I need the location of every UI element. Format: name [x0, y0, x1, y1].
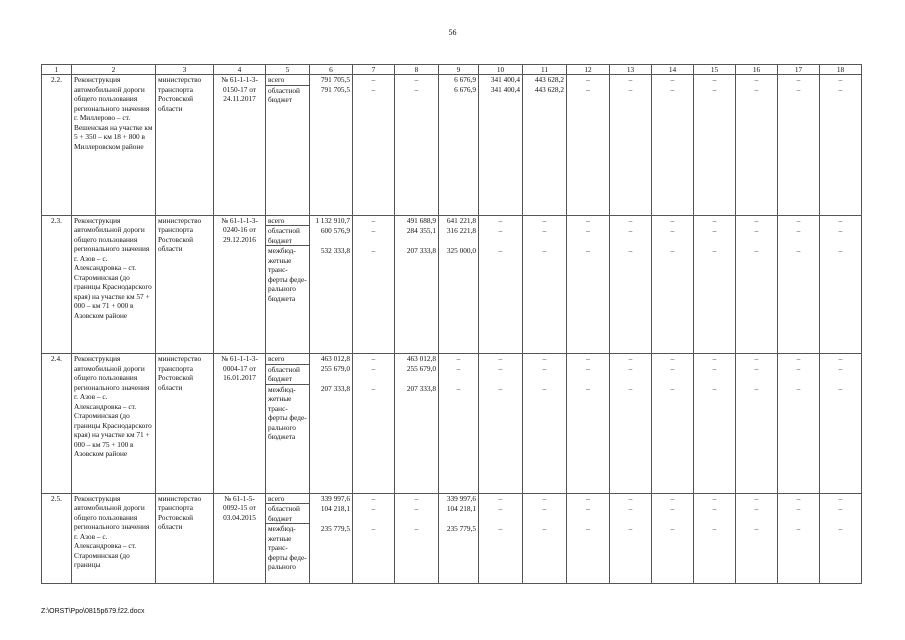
amount-cell: 600 576,9: [310, 226, 353, 246]
amount-cell: –: [567, 524, 610, 584]
amount-cell: –: [610, 246, 652, 354]
amount-cell: –: [652, 524, 694, 584]
amount-cell: –: [820, 246, 862, 354]
expertise-doc: № 61-1-1-3-0004-17 от 16.01.2017: [214, 354, 266, 494]
row-number: 2.3.: [42, 215, 72, 354]
amount-cell: –: [778, 384, 820, 493]
amount-cell: –: [652, 215, 694, 226]
amount-cell: –: [610, 493, 652, 504]
amount-cell: –: [353, 85, 395, 215]
expertise-doc: № 61-1-1-3-0240-16 от 29.12.2016: [214, 215, 266, 354]
amount-cell: –: [567, 384, 610, 493]
amount-cell: –: [610, 215, 652, 226]
amount-cell: –: [439, 364, 479, 384]
amount-cell: –: [353, 364, 395, 384]
amount-cell: –: [395, 504, 439, 524]
row-number: 2.4.: [42, 354, 72, 494]
object-name: Реконструкция автомобильной дороги общего пользования регионального значения г. Азов – с. Александровка – ст. Староминская (до границы Краснодарского края) на участке км 57 + 000 – км 71 + 000 в Азовском районе: [72, 215, 156, 354]
amount-cell: 641 221,8: [439, 215, 479, 226]
amount-cell: –: [610, 75, 652, 86]
amount-cell: –: [778, 246, 820, 354]
column-number: 14: [652, 65, 694, 75]
amount-cell: –: [736, 215, 778, 226]
amount-cell: –: [736, 524, 778, 584]
column-number: 18: [820, 65, 862, 75]
amount-cell: –: [652, 246, 694, 354]
amount-cell: –: [567, 215, 610, 226]
amount-cell: –: [353, 354, 395, 365]
responsible-org: министерство транспорта Ростовской области: [156, 75, 214, 216]
amount-cell: –: [353, 384, 395, 493]
amount-cell: –: [567, 226, 610, 246]
funding-source-label: межбюд-жетные транс-ферты феде-рального бюджета: [266, 246, 310, 354]
amount-cell: –: [736, 226, 778, 246]
amount-cell: –: [820, 215, 862, 226]
amount-cell: –: [694, 354, 736, 365]
responsible-org: министерство транспорта Ростовской области: [156, 493, 214, 584]
amount-cell: –: [523, 215, 567, 226]
amount-cell: 443 628,2: [523, 75, 567, 86]
amount-cell: –: [820, 384, 862, 493]
amount-cell: –: [694, 75, 736, 86]
amount-cell: 316 221,8: [439, 226, 479, 246]
object-name: Реконструкция автомобильной дороги общего пользования регионального значения г. Азов – с. Александровка – ст. Староминская (до границы: [72, 493, 156, 584]
funding-source-label: межбюд-жетные транс-ферты феде-рального бюджета: [266, 384, 310, 493]
amount-cell: –: [778, 85, 820, 215]
funding-source-label: областной бюджет: [266, 226, 310, 246]
footer-file-path: Z:\ORST\Ppo\0815p679.f22.docx: [41, 608, 145, 615]
amount-cell: –: [652, 354, 694, 365]
amount-cell: –: [778, 364, 820, 384]
column-number: 5: [266, 65, 310, 75]
amount-cell: 791 705,5: [310, 85, 353, 215]
amount-cell: –: [353, 226, 395, 246]
column-number: 4: [214, 65, 266, 75]
amount-cell: –: [736, 493, 778, 504]
amount-cell: –: [736, 354, 778, 365]
responsible-org: министерство транспорта Ростовской области: [156, 215, 214, 354]
amount-cell: –: [610, 354, 652, 365]
amount-cell: –: [567, 504, 610, 524]
amount-cell: 255 679,0: [395, 364, 439, 384]
amount-cell: –: [652, 75, 694, 86]
amount-cell: –: [736, 384, 778, 493]
amount-cell: 207 333,8: [395, 246, 439, 354]
amount-cell: –: [610, 85, 652, 215]
column-number: 16: [736, 65, 778, 75]
amount-cell: –: [610, 384, 652, 493]
amount-cell: –: [694, 85, 736, 215]
amount-cell: –: [820, 85, 862, 215]
amount-cell: –: [479, 246, 523, 354]
amount-cell: –: [694, 226, 736, 246]
object-name: Реконструкция автомобильной дороги общего пользования регионального значения г. Азов – с. Александровка – ст. Староминская (до границы Краснодарского края) на участке км 71 + 000 – км 75 + 100 в Азовском районе: [72, 354, 156, 494]
amount-cell: –: [610, 504, 652, 524]
amount-cell: –: [736, 504, 778, 524]
column-number: 7: [353, 65, 395, 75]
amount-cell: –: [778, 215, 820, 226]
amount-cell: 325 000,0: [439, 246, 479, 354]
row-number: 2.2.: [42, 75, 72, 216]
column-number: 10: [479, 65, 523, 75]
column-number: 2: [72, 65, 156, 75]
amount-cell: 339 997,6: [439, 493, 479, 504]
expertise-doc: № 61-1-1-3-0150-17 от 24.11.2017: [214, 75, 266, 216]
amount-cell: –: [820, 504, 862, 524]
amount-cell: –: [353, 246, 395, 354]
amount-cell: –: [778, 504, 820, 524]
amount-cell: –: [523, 524, 567, 584]
column-number: 3: [156, 65, 214, 75]
column-number: 15: [694, 65, 736, 75]
amount-cell: –: [567, 493, 610, 504]
funding-source-label: областной бюджет: [266, 364, 310, 384]
amount-cell: –: [820, 354, 862, 365]
amount-cell: 491 688,9: [395, 215, 439, 226]
amount-cell: 104 218,1: [310, 504, 353, 524]
amount-cell: –: [439, 384, 479, 493]
table-row: [42, 354, 862, 365]
amount-cell: –: [820, 75, 862, 86]
amount-cell: 463 012,8: [395, 354, 439, 365]
column-number: 8: [395, 65, 439, 75]
amount-cell: –: [523, 493, 567, 504]
amount-cell: 443 628,2: [523, 85, 567, 215]
column-number: 17: [778, 65, 820, 75]
column-number: 12: [567, 65, 610, 75]
amount-cell: –: [820, 524, 862, 584]
column-number: 13: [610, 65, 652, 75]
amount-cell: –: [820, 364, 862, 384]
funding-source-label: всего: [266, 354, 310, 365]
amount-cell: –: [479, 524, 523, 584]
amount-cell: –: [736, 85, 778, 215]
amount-cell: –: [479, 384, 523, 493]
amount-cell: 235 779,5: [439, 524, 479, 584]
amount-cell: –: [820, 226, 862, 246]
amount-cell: –: [610, 364, 652, 384]
expertise-doc: № 61-1-5-0092-15 от 03.04.2015: [214, 493, 266, 584]
amount-cell: 207 333,8: [395, 384, 439, 493]
amount-cell: 532 333,8: [310, 246, 353, 354]
amount-cell: –: [694, 384, 736, 493]
amount-cell: –: [567, 364, 610, 384]
amount-cell: 463 012,8: [310, 354, 353, 365]
amount-cell: –: [523, 364, 567, 384]
amount-cell: –: [523, 226, 567, 246]
column-number: 11: [523, 65, 567, 75]
amount-cell: –: [479, 215, 523, 226]
amount-cell: 255 679,0: [310, 364, 353, 384]
amount-cell: 341 400,4: [479, 85, 523, 215]
amount-cell: –: [395, 85, 439, 215]
column-number: 6: [310, 65, 353, 75]
amount-cell: –: [736, 75, 778, 86]
amount-cell: –: [395, 524, 439, 584]
row-number: 2.5.: [42, 493, 72, 584]
amount-cell: 341 400,4: [479, 75, 523, 86]
amount-cell: –: [778, 493, 820, 504]
amount-cell: –: [736, 246, 778, 354]
amount-cell: –: [523, 246, 567, 354]
amount-cell: –: [652, 504, 694, 524]
amount-cell: –: [479, 226, 523, 246]
amount-cell: –: [694, 246, 736, 354]
amount-cell: –: [610, 226, 652, 246]
amount-cell: –: [395, 493, 439, 504]
amount-cell: 791 705,5: [310, 75, 353, 86]
amount-cell: –: [353, 493, 395, 504]
amount-cell: –: [353, 504, 395, 524]
amount-cell: –: [439, 354, 479, 365]
funding-source-label: всего: [266, 215, 310, 226]
funding-source-label: областной бюджет: [266, 504, 310, 524]
amount-cell: –: [694, 493, 736, 504]
amount-cell: –: [652, 226, 694, 246]
amount-cell: –: [694, 524, 736, 584]
amount-cell: 1 132 910,7: [310, 215, 353, 226]
amount-cell: –: [523, 384, 567, 493]
amount-cell: –: [694, 215, 736, 226]
budget-table: [41, 64, 862, 584]
amount-cell: 104 218,1: [439, 504, 479, 524]
amount-cell: –: [353, 524, 395, 584]
amount-cell: 6 676,9: [439, 75, 479, 86]
amount-cell: –: [778, 524, 820, 584]
amount-cell: –: [479, 493, 523, 504]
amount-cell: –: [353, 215, 395, 226]
amount-cell: –: [567, 246, 610, 354]
amount-cell: 207 333,8: [310, 384, 353, 493]
column-number-row: [42, 65, 862, 75]
amount-cell: –: [736, 364, 778, 384]
amount-cell: –: [479, 504, 523, 524]
amount-cell: –: [652, 85, 694, 215]
amount-cell: –: [778, 354, 820, 365]
funding-source-label: областной бюджет: [266, 85, 310, 215]
amount-cell: –: [567, 75, 610, 86]
amount-cell: 235 779,5: [310, 524, 353, 584]
amount-cell: –: [694, 364, 736, 384]
amount-cell: –: [353, 75, 395, 86]
table-row: [42, 215, 862, 226]
amount-cell: –: [610, 524, 652, 584]
amount-cell: 284 355,1: [395, 226, 439, 246]
table-row: [42, 75, 862, 86]
page-number: 56: [448, 28, 457, 37]
amount-cell: –: [820, 493, 862, 504]
amount-cell: –: [567, 354, 610, 365]
amount-cell: –: [652, 364, 694, 384]
object-name: Реконструкция автомобильной дороги общего пользования регионального значения г. Миллерово – ст. Вешенская на участке км 5 + 350 – км 18 + 800 в Миллеровском районе: [72, 75, 156, 216]
column-number: 9: [439, 65, 479, 75]
table-row: [42, 493, 862, 504]
amount-cell: –: [479, 364, 523, 384]
amount-cell: 339 997,6: [310, 493, 353, 504]
amount-cell: –: [523, 354, 567, 365]
amount-cell: –: [694, 504, 736, 524]
amount-cell: 6 676,9: [439, 85, 479, 215]
funding-source-label: всего: [266, 493, 310, 504]
amount-cell: –: [652, 384, 694, 493]
amount-cell: –: [652, 493, 694, 504]
amount-cell: –: [395, 75, 439, 86]
column-number: 1: [42, 65, 72, 75]
amount-cell: –: [479, 354, 523, 365]
responsible-org: министерство транспорта Ростовской области: [156, 354, 214, 494]
amount-cell: –: [523, 504, 567, 524]
amount-cell: –: [778, 226, 820, 246]
amount-cell: –: [567, 85, 610, 215]
funding-source-label: всего: [266, 75, 310, 86]
amount-cell: –: [778, 75, 820, 86]
funding-source-label: межбюд-жетные транс-ферты феде-рального: [266, 524, 310, 584]
